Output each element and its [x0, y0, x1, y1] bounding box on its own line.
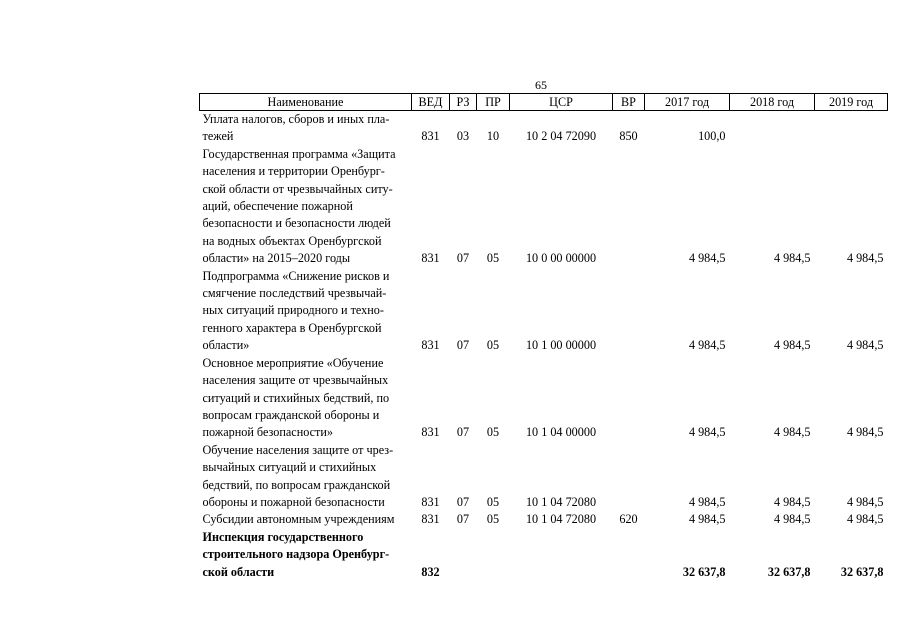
row-name-line: Обучение населения защите от чрез-: [202, 442, 394, 457]
row-name-line: Государственная программа «Защита: [202, 146, 396, 161]
csr-cell: 10 0 00 00000: [525, 251, 597, 266]
vr-cell: [613, 146, 645, 268]
table-row: [200, 442, 888, 512]
rz-cell: 07: [456, 251, 470, 266]
vr-cell: [613, 442, 645, 512]
row-name-line: смягчение последствий чрезвычай-: [202, 286, 387, 301]
rz-cell: 07: [456, 425, 470, 440]
value-2019-cell: 4 984,5: [846, 512, 884, 527]
table-row: [200, 355, 888, 442]
vr-cell: [613, 355, 645, 442]
value-2018-cell: 4 984,5: [773, 494, 811, 509]
value-2019-cell: 4 984,5: [846, 425, 884, 440]
row-name-line: пожарной безопасности»: [202, 425, 333, 440]
header-csr: ЦСР: [510, 94, 613, 111]
row-name-line: населения защите от чрезвычайных: [202, 373, 389, 388]
row-name-line: области»: [202, 338, 250, 353]
pr-cell: 05: [486, 338, 500, 353]
table-header-row: [200, 94, 888, 111]
rz-cell: 07: [456, 338, 470, 353]
row-name-line: бедствий, по вопросам гражданской: [202, 477, 391, 492]
value-2018-cell: 4 984,5: [773, 338, 811, 353]
row-name-line: аций, обеспечение пожарной: [202, 199, 353, 214]
value-2017-cell: 100,0: [698, 129, 726, 144]
vr-cell: [613, 529, 645, 581]
row-name-line: вопросам гражданской обороны и: [202, 407, 380, 422]
row-name-cell: [200, 511, 412, 528]
table-row: [200, 268, 888, 355]
vr-cell: 850: [619, 129, 638, 144]
header-rz: РЗ: [450, 94, 477, 111]
value-2017-cell: 4 984,5: [688, 512, 726, 527]
row-name-line: вычайных ситуаций и стихийных: [202, 460, 377, 475]
row-name-line: тежей: [202, 129, 234, 144]
row-name-cell: [200, 355, 412, 442]
csr-cell: 10 1 00 00000: [525, 338, 597, 353]
value-2019-cell: 32 637,8: [840, 564, 884, 579]
row-name-line: Уплата налогов, сборов и иных пла-: [202, 112, 390, 126]
header-pr: ПР: [477, 94, 510, 111]
ved-cell: 831: [421, 494, 440, 509]
row-name-line: безопасности и безопасности людей: [202, 216, 391, 231]
pr-cell: 10: [486, 129, 500, 144]
pr-cell: 05: [486, 251, 500, 266]
value-2019-cell: 4 984,5: [846, 338, 884, 353]
rz-cell: [450, 529, 477, 581]
header-name: Наименование: [200, 94, 412, 111]
value-2018-cell: 4 984,5: [773, 425, 811, 440]
row-name-line: Субсидии автономным учреждениям: [202, 512, 395, 527]
row-name-line: на водных объектах Оренбургской: [202, 233, 382, 248]
row-name-line: генного характера в Оренбургской: [202, 320, 382, 335]
row-name-line: строительного надзора Оренбург-: [202, 547, 390, 562]
value-2017-cell: 4 984,5: [688, 425, 726, 440]
rz-cell: 07: [456, 494, 470, 509]
table-row: [200, 511, 888, 528]
value-2018-cell: 4 984,5: [773, 251, 811, 266]
ved-cell: 831: [421, 425, 440, 440]
rz-cell: 07: [456, 512, 470, 527]
table-row: [200, 146, 888, 268]
row-name-line: Основное мероприятие «Обучение: [202, 355, 384, 370]
value-2017-cell: 4 984,5: [688, 251, 726, 266]
row-name-line: ситуаций и стихийных бедствий, по: [202, 390, 390, 405]
budget-table: [199, 93, 888, 581]
csr-cell: 10 1 04 72080: [525, 512, 597, 527]
value-2019-cell: 4 984,5: [846, 494, 884, 509]
ved-cell: 832: [421, 564, 440, 579]
value-2018-cell: 4 984,5: [773, 512, 811, 527]
pr-cell: 05: [486, 425, 500, 440]
ved-cell: 831: [421, 512, 440, 527]
row-name-line: населения и территории Оренбург-: [202, 164, 385, 179]
csr-cell: [510, 529, 613, 581]
table-row: [200, 111, 888, 146]
value-2018-cell: 32 637,8: [767, 564, 811, 579]
row-name-line: области» на 2015–2020 годы: [202, 251, 351, 266]
ved-cell: 831: [421, 338, 440, 353]
table-row: [200, 529, 888, 581]
header-2019: 2019 год: [815, 94, 888, 111]
csr-cell: 10 2 04 72090: [525, 129, 597, 144]
vr-cell: 620: [619, 512, 638, 527]
pr-cell: 05: [486, 512, 500, 527]
header-2017: 2017 год: [645, 94, 730, 111]
pr-cell: [477, 529, 510, 581]
value-2017-cell: 4 984,5: [688, 338, 726, 353]
value-2019-cell: 4 984,5: [846, 251, 884, 266]
row-name-cell: [200, 442, 412, 512]
page-number: 65: [535, 78, 547, 92]
ved-cell: 831: [421, 129, 440, 144]
row-name-cell: [200, 111, 412, 146]
row-name-line: ской области: [202, 564, 275, 579]
header-vr: ВР: [613, 94, 645, 111]
value-2019-cell: [815, 111, 888, 146]
header-2018: 2018 год: [730, 94, 815, 111]
header-ved: ВЕД: [412, 94, 450, 111]
vr-cell: [613, 268, 645, 355]
value-2017-cell: 32 637,8: [682, 564, 726, 579]
csr-cell: 10 1 04 00000: [525, 425, 597, 440]
row-name-cell: [200, 146, 412, 268]
rz-cell: 03: [456, 129, 470, 144]
row-name-cell: [200, 268, 412, 355]
row-name-line: ской области от чрезвычайных ситу-: [202, 181, 393, 196]
ved-cell: 831: [421, 251, 440, 266]
value-2017-cell: 4 984,5: [688, 494, 726, 509]
table-body: [200, 111, 888, 581]
row-name-line: Подпрограмма «Снижение рисков и: [202, 268, 390, 283]
row-name-cell: [200, 529, 412, 581]
value-2018-cell: [730, 111, 815, 146]
csr-cell: 10 1 04 72080: [525, 494, 597, 509]
row-name-line: ных ситуаций природного и техно-: [202, 303, 384, 318]
row-name-line: обороны и пожарной безопасности: [202, 494, 385, 509]
row-name-line: Инспекция государственного: [202, 529, 364, 544]
pr-cell: 05: [486, 494, 500, 509]
